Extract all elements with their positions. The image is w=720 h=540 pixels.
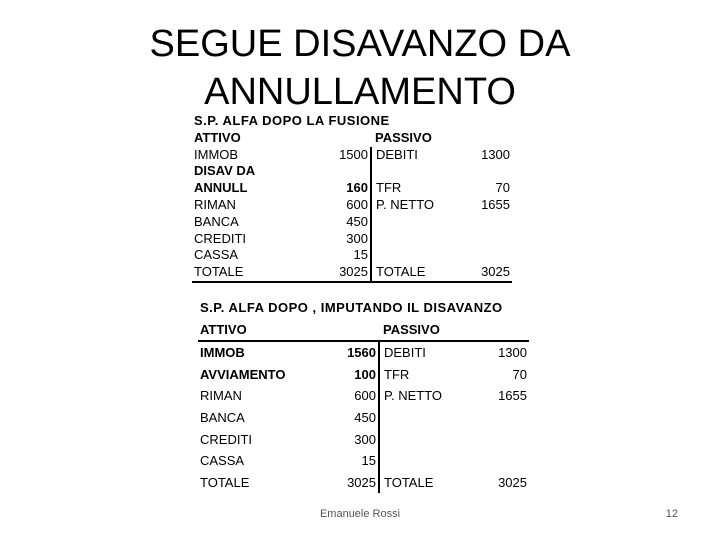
asset-total-label: TOTALE [192, 264, 316, 282]
table-caption: S.P. ALFA DOPO , IMPUTANDO IL DISAVANZO [200, 300, 503, 315]
liability-label: P. NETTO [384, 388, 443, 404]
liability-total-label: TOTALE [384, 474, 434, 490]
asset-label: CASSA [200, 453, 245, 469]
assets-header: ATTIVO [194, 129, 241, 145]
asset-value: 100 [322, 364, 379, 386]
liability-label [371, 163, 453, 180]
liability-value [453, 214, 512, 231]
liability-label: DEBITI [376, 146, 418, 162]
liability-value [471, 429, 529, 451]
liability-label: DEBITI [384, 345, 426, 361]
liability-total-value: 3025 [453, 264, 512, 282]
liability-label [379, 407, 471, 429]
liability-total-label: TOTALE [371, 264, 453, 282]
slide-title: SEGUE DISAVANZO DA ANNULLAMENTO [149, 23, 571, 113]
liability-value [471, 450, 529, 472]
asset-value: 600 [316, 197, 371, 214]
asset-label: RIMAN [194, 196, 236, 212]
liability-label [371, 214, 453, 231]
asset-label: CREDITI [194, 230, 246, 246]
balance-sheet-after-merger [192, 113, 512, 283]
asset-label: IMMOB [194, 146, 239, 162]
asset-total-value: 3025 [316, 264, 371, 282]
asset-value: 1560 [322, 341, 379, 364]
liability-total-value: 3025 [498, 474, 527, 490]
asset-value: 600 [322, 385, 379, 407]
asset-label: RIMAN [200, 388, 242, 404]
liability-value: 1300 [481, 146, 510, 162]
table-caption: S.P. ALFA DOPO LA FUSIONE [194, 113, 390, 128]
asset-value: 1500 [316, 147, 371, 164]
asset-label: IMMOB [200, 345, 245, 361]
liability-label [371, 247, 453, 264]
liabilities-header: PASSIVO [379, 319, 471, 342]
liability-label [371, 231, 453, 248]
asset-label: DISAV DA [194, 163, 256, 179]
liability-label [379, 429, 471, 451]
asset-value: 300 [322, 429, 379, 451]
liability-label: TFR [384, 366, 410, 382]
asset-label: BANCA [194, 213, 239, 229]
liabilities-header: PASSIVO [375, 129, 432, 145]
liability-value: 1655 [498, 388, 527, 404]
asset-value: 15 [316, 247, 371, 264]
asset-value: 300 [316, 231, 371, 248]
asset-label: ANNULL [194, 180, 248, 196]
liability-value [453, 247, 512, 264]
asset-value: 15 [322, 450, 379, 472]
liability-value [471, 407, 529, 429]
asset-total-label: TOTALE [200, 474, 250, 490]
liability-value: 70 [512, 366, 527, 382]
liability-value: 1655 [481, 196, 510, 212]
page-number: 12 [665, 508, 678, 520]
asset-label: BANCA [200, 409, 245, 425]
asset-value: 160 [316, 180, 371, 197]
liability-value [453, 163, 512, 180]
asset-label: CASSA [194, 247, 239, 263]
liability-value [453, 231, 512, 248]
assets-header: ATTIVO [198, 319, 322, 342]
asset-label: AVVIAMENTO [200, 366, 286, 382]
liability-value: 70 [495, 180, 510, 196]
liability-label: TFR [376, 180, 402, 196]
author-footer: Emanuele Rossi [319, 508, 401, 520]
balance-sheet-after-imputation [198, 297, 529, 493]
asset-value [316, 163, 371, 180]
liability-label [379, 450, 471, 472]
asset-value: 450 [316, 214, 371, 231]
liability-label: P. NETTO [376, 196, 435, 212]
asset-label: CREDITI [200, 431, 252, 447]
asset-total-value: 3025 [322, 472, 379, 494]
liability-value: 1300 [498, 345, 527, 361]
asset-value: 450 [322, 407, 379, 429]
